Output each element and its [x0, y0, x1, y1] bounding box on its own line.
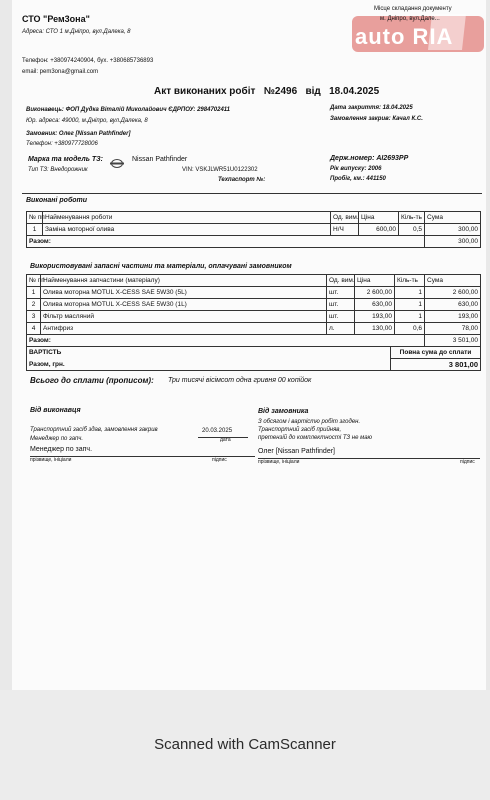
executor-note-1: Транспортний засіб здав, замовлення закрив [30, 427, 158, 433]
part-num: 1 [27, 287, 41, 299]
part-num: 2 [27, 299, 41, 311]
part-qty: 1 [395, 311, 425, 323]
part-qty: 1 [395, 299, 425, 311]
vehicle-make-value: Nissan Pathfinder [132, 156, 188, 163]
part-qty: 1 [395, 287, 425, 299]
parts-header-num: № пп [27, 275, 41, 287]
works-header-qty: Кіль-ть [399, 212, 425, 224]
parts-total: 3 501,00 [425, 335, 481, 347]
camscanner-label: Scanned with CamScanner [154, 736, 336, 753]
work-num: 1 [27, 224, 43, 236]
works-divider [22, 193, 482, 194]
customer-name-caption: прізвище, ініціали [258, 459, 300, 465]
work-unit: Н/Ч [331, 224, 359, 236]
grand-total-label: Повна сума до сплати [391, 347, 481, 359]
works-header-unit: Од. вим. [331, 212, 359, 224]
parts-header-name: Найменування запчастини (матеріалу) [41, 275, 327, 287]
table-row [27, 299, 481, 311]
part-sum: 2 600,00 [425, 287, 481, 299]
part-sum: 78,00 [425, 323, 481, 335]
total-in-words: Три тисячі вісімсот одна гривня 00 копійок [168, 377, 312, 384]
part-qty: 0,6 [395, 323, 425, 335]
part-unit: шт. [327, 287, 355, 299]
customer-sign-name: Олег [Nissan Pathfinder] [258, 448, 335, 455]
part-name: Оливa моторна MOTUL X-CESS SAE 5W30 (1L) [41, 299, 327, 311]
part-num: 3 [27, 311, 41, 323]
customer-note-2: Транспортний засіб прийняв, [258, 427, 342, 433]
part-price: 130,00 [355, 323, 395, 335]
company-phones: Телефон: +380974240904, бух. +380685736893 [22, 58, 154, 64]
customer-note-3: претензій до комплектності ТЗ не маю [258, 435, 373, 441]
from-executor-title: Від виконавця [30, 407, 81, 414]
parts-header-price: Ціна [355, 275, 395, 287]
summary-table [26, 346, 481, 371]
vehicle-year: Рік випуску: 2006 [330, 166, 382, 172]
cost-label: ВАРТІСТЬ [27, 347, 391, 359]
document-page [12, 0, 486, 690]
works-header-sum: Сума [425, 212, 481, 224]
work-qty: 0,5 [399, 224, 425, 236]
part-sum: 630,00 [425, 299, 481, 311]
total-uah-label: Разом, грн. [27, 359, 391, 371]
part-price: 2 600,00 [355, 287, 395, 299]
executor-address: Юр. адреса: 49000, м.Дніпро, вул.Далека, 8 [26, 118, 148, 124]
works-header-num: № пп [27, 212, 43, 224]
executor-name: Менеджер по запч. [30, 446, 93, 453]
vehicle-plate: Держ.номер: АІ2693РР [330, 155, 409, 162]
part-name: Антифриз [41, 323, 327, 335]
work-price: 600,00 [359, 224, 399, 236]
part-unit: л. [327, 323, 355, 335]
table-row [27, 287, 481, 299]
closed-date: Дата закриття: 18.04.2025 [330, 105, 413, 111]
part-num: 4 [27, 323, 41, 335]
table-row [27, 224, 481, 236]
executor-date: 20.03.2025 [202, 428, 233, 434]
part-name: Оливa моторна MOTUL X-CESS SAE 5W30 (5L) [41, 287, 327, 299]
executor-line: Виконавець: ФОП Дудка Віталій Миколайович ЄДРПОУ: 2984702411 [26, 107, 231, 113]
works-title: Виконані роботи [26, 197, 88, 204]
doc-title: Акт виконаних робіт №2496 від 18.04.2025 [154, 86, 380, 97]
parts-header-row [27, 275, 481, 287]
table-row [27, 323, 481, 335]
part-price: 630,00 [355, 299, 395, 311]
table-row [27, 311, 481, 323]
stamp-line-2: м. Дніпро, вул.Дале... [380, 16, 440, 22]
executor-name-caption: прізвище, ініціали [30, 457, 72, 463]
works-header-name: Найменування роботи [43, 212, 331, 224]
work-sum: 300,00 [425, 224, 481, 236]
parts-total-row [27, 335, 481, 347]
stamp-line-1: Місце складання документу [374, 6, 452, 12]
works-total-row [27, 236, 481, 248]
parts-total-label: Разом: [27, 335, 425, 347]
part-name: Фільтр масляний [41, 311, 327, 323]
parts-table [26, 274, 481, 347]
part-unit: шт. [327, 299, 355, 311]
works-total: 300,00 [425, 236, 481, 248]
executor-note-2: Менеджер по запч. [30, 436, 84, 442]
parts-title: Використовувані запасні частини та матеріали, оплачувані замовником [30, 263, 292, 270]
works-header-price: Ціна [359, 212, 399, 224]
works-table [26, 211, 481, 248]
company-name: СТО "Рем3она" [22, 14, 90, 24]
works-total-label: Разом: [27, 236, 425, 248]
watermark-text: auto RIA [355, 24, 454, 49]
customer-sign-caption: підпис [460, 459, 475, 465]
parts-header-qty: Кіль-ть [395, 275, 425, 287]
vehicle-vin: VIN: VSKJLWR51U0122302 [182, 167, 258, 173]
part-sum: 193,00 [425, 311, 481, 323]
part-price: 193,00 [355, 311, 395, 323]
works-header-row [27, 212, 481, 224]
vehicle-mileage: Пробіг, км.: 441150 [330, 176, 386, 182]
grand-total: 3 801,00 [391, 359, 481, 371]
work-name: Заміна моторної олива [43, 224, 331, 236]
customer-note-1: З обсягом і вартістю робіт згоден. [258, 419, 361, 425]
customer-name: Замовник: Олег [Nissan Pathfinder] [26, 131, 131, 137]
date-caption: дата [220, 437, 231, 443]
customer-phone: Телефон: +380977728006 [26, 141, 98, 147]
total-in-words-label: Всього до сплати (прописом): [30, 376, 154, 385]
from-customer-title: Від замовника [258, 408, 309, 415]
closed-by: Замовлення закрив: Качал К.С. [330, 116, 423, 122]
part-unit: шт. [327, 311, 355, 323]
vehicle-passport: Техпаспорт №: [218, 177, 266, 183]
vehicle-make-label: Марка та модель ТЗ: [28, 156, 103, 163]
executor-sign-caption: підпис [212, 457, 227, 463]
company-email: email: pem3ona@gmail.com [22, 69, 99, 75]
vehicle-type: Тип ТЗ: Внедорожник [28, 167, 88, 173]
company-address: Адреса: СТО 1 м.Дніпро, вул.Далека, 8 [22, 29, 131, 35]
parts-header-unit: Од. вим. [327, 275, 355, 287]
nissan-logo-icon [110, 155, 124, 164]
parts-header-sum: Сума [425, 275, 481, 287]
